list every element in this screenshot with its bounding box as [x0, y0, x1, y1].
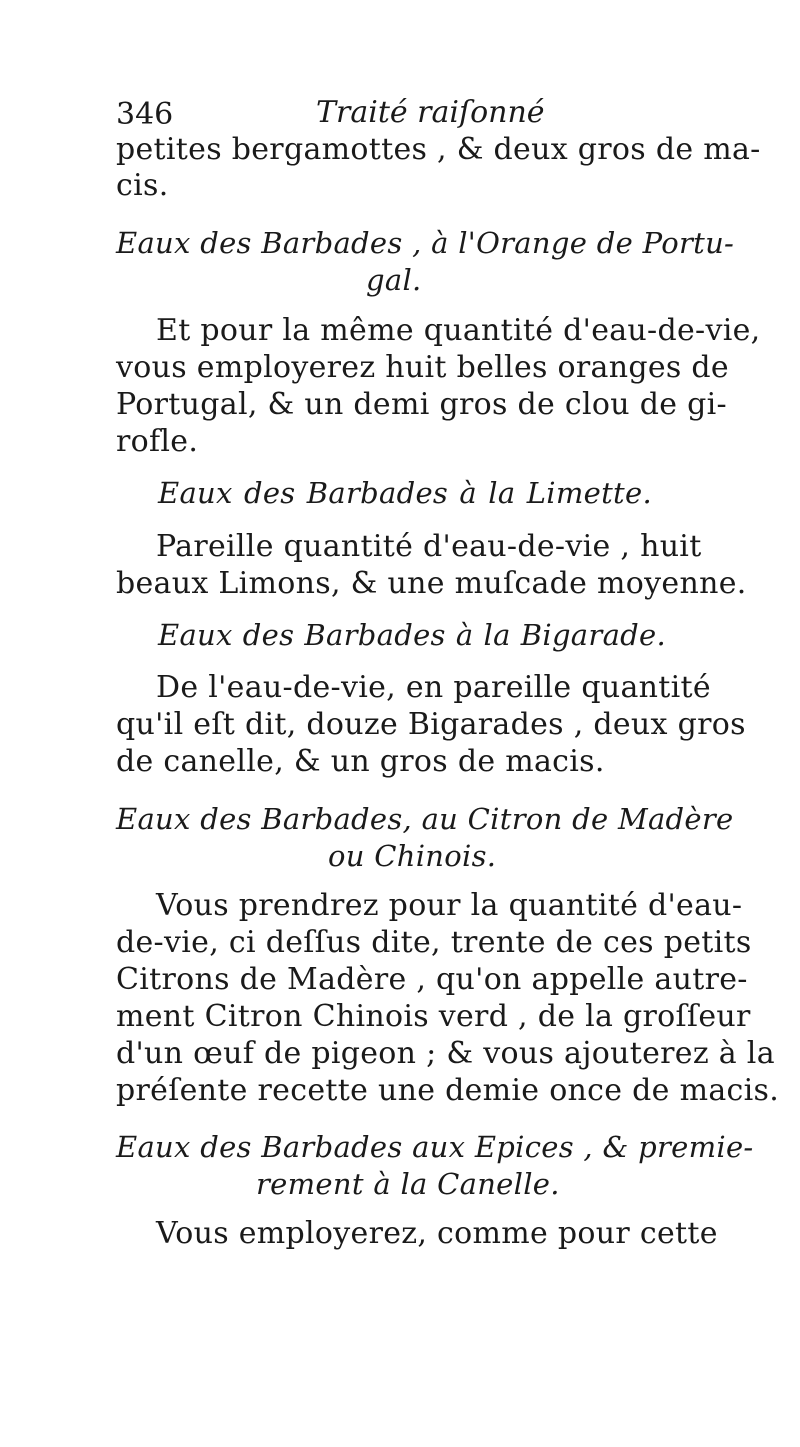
running-title: Traité raiſonné [316, 95, 545, 130]
text-line: De l'eau-de-vie, en pareille quantité [156, 670, 711, 705]
text-line: Vous employerez, comme pour cette [156, 1216, 718, 1251]
text-line: Pareille quantité d'eau-de-vie , huit [156, 529, 702, 564]
text-line: beaux Limons, & une muſcade moyenne. [116, 566, 747, 601]
section-heading: Eaux des Barbades, au Citron de Madère [116, 802, 734, 836]
section-heading: rement à la Canelle. [256, 1167, 560, 1201]
section-heading: Eaux des Barbades à la Limette. [158, 476, 652, 510]
page-number: 346 [116, 97, 174, 132]
text-line: petites bergamottes , & deux gros de ma- [116, 132, 761, 167]
text-line: préſente recette une demie once de macis. [116, 1073, 780, 1108]
text-line: rofle. [116, 424, 199, 459]
text-line: vous employerez huit belles oranges de [116, 350, 729, 385]
text-line: Vous prendrez pour la quantité d'eau- [156, 888, 743, 923]
section-heading: Eaux des Barbades aux Epices , & premie- [116, 1130, 754, 1164]
text-line: Citrons de Madère , qu'on appelle autre- [116, 962, 748, 997]
text-line: ment Citron Chinois verd , de la groſſeur [116, 999, 751, 1034]
section-heading: Eaux des Barbades , à l'Orange de Portu- [116, 226, 735, 260]
text-line: d'un œuf de pigeon ; & vous ajouterez à la [116, 1036, 775, 1071]
section-heading: Eaux des Barbades à la Bigarade. [158, 618, 666, 652]
text-line: de-vie, ci deſſus dite, trente de ces petits [116, 925, 752, 960]
text-line: cis. [116, 168, 169, 203]
section-heading: gal. [366, 263, 422, 297]
text-line: de canelle, & un gros de macis. [116, 744, 605, 779]
text-line: Portugal, & un demi gros de clou de gi- [116, 387, 727, 422]
text-line: Et pour la même quantité d'eau-de-vie, [156, 313, 761, 348]
section-heading: ou Chinois. [328, 839, 497, 873]
text-line: qu'il eſt dit, douze Bigarades , deux gros [116, 707, 746, 742]
